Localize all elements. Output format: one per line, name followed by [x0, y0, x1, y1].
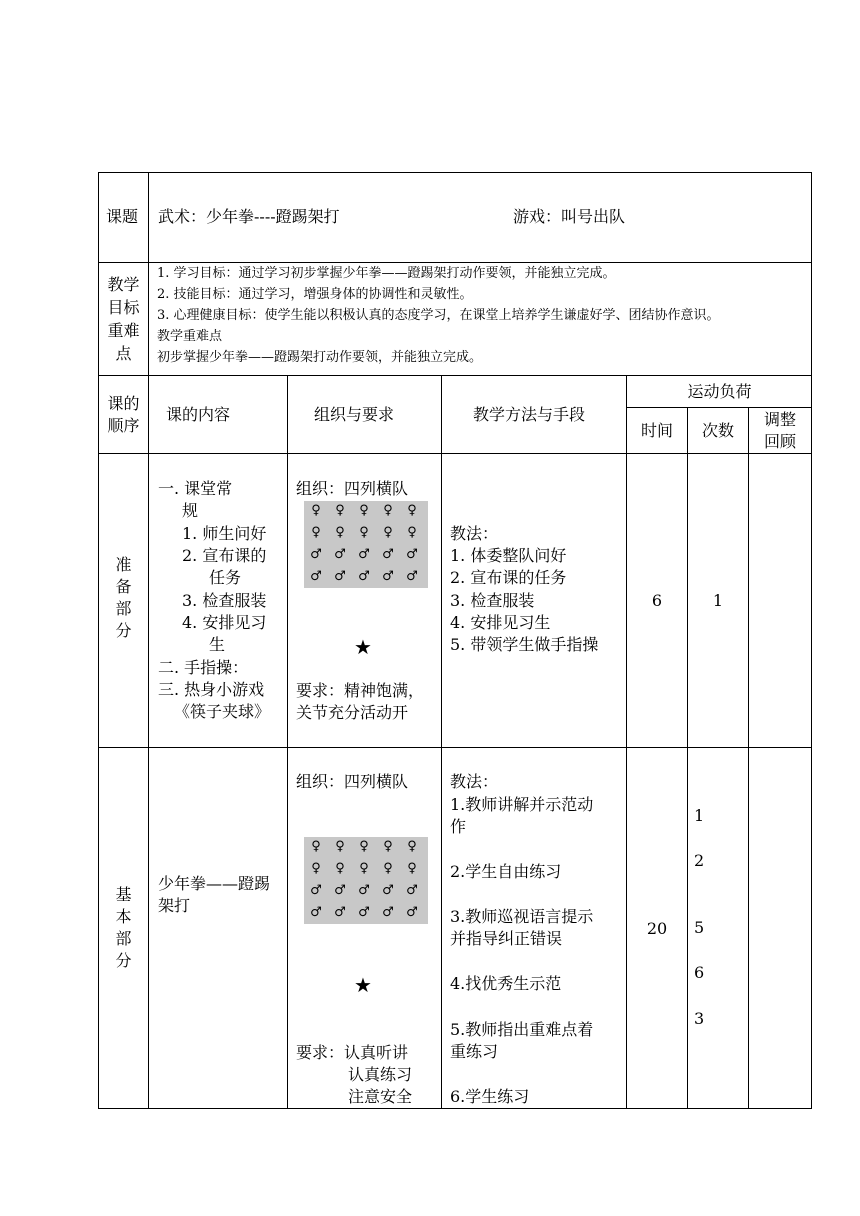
boy-icon: ♂	[334, 883, 346, 898]
table-border-bottom	[98, 1108, 812, 1109]
boy-icon: ♂	[382, 883, 394, 898]
basic-requirement-label: 要求：认真听讲	[296, 1043, 409, 1062]
prep-label-char: 部	[115, 599, 132, 618]
content-line: 一. 课堂常	[158, 479, 233, 498]
method-line: 6.学生练习	[450, 1087, 530, 1106]
teacher-star-icon: ★	[354, 635, 372, 659]
requirement-line: 关节充分活动开	[296, 703, 409, 722]
method-line: 2.学生自由练习	[450, 862, 562, 881]
boy-icon: ♂	[406, 883, 418, 898]
boy-icon: ♂	[358, 569, 370, 584]
header-order-line: 顺序	[107, 416, 140, 435]
content-line: 1. 师生问好	[182, 524, 267, 543]
table-border-right	[811, 172, 812, 1109]
header-load: 运动负荷	[687, 382, 752, 401]
girl-icon: ♀	[383, 861, 393, 876]
boy-icon: ♂	[358, 905, 370, 920]
girl-icon: ♀	[311, 861, 321, 876]
prep-label-char: 准	[115, 555, 132, 574]
method-line: 4. 安排见习生	[450, 613, 551, 632]
boy-icon: ♂	[334, 547, 346, 562]
teacher-star-icon: ★	[354, 973, 372, 997]
goal-line: 1. 学习目标：通过学习初步掌握少年拳——蹬踢架打动作要领，并能独立完成。	[157, 266, 616, 281]
basic-time: 20	[646, 919, 668, 938]
method-line: 教法：	[450, 772, 499, 791]
goals-label	[99, 273, 148, 365]
header-order-line: 课的	[107, 394, 140, 413]
method-line: 4.找优秀生示范	[450, 974, 562, 993]
count-value: 3	[694, 1009, 705, 1028]
table-divider	[441, 375, 442, 1109]
girl-icon: ♀	[311, 503, 321, 518]
prep-time: 6	[651, 591, 663, 610]
header-order	[99, 393, 148, 437]
basic-label-char: 分	[115, 951, 132, 970]
boy-icon: ♂	[382, 905, 394, 920]
lesson-topic: 武术：少年拳----蹬踢架打	[158, 207, 340, 226]
girl-icon: ♀	[407, 861, 417, 876]
header-review	[749, 409, 811, 453]
goal-line: 初步掌握少年拳——蹬踢架打动作要领，并能独立完成。	[157, 350, 483, 365]
goal-line: 教学重难点	[157, 329, 223, 344]
count-value: 6	[694, 963, 705, 982]
topic-label: 课题	[106, 207, 139, 226]
method-line: 重练习	[450, 1042, 499, 1061]
content-line: 规	[182, 501, 199, 520]
girl-icon: ♀	[335, 861, 345, 876]
method-line: 5.教师指出重难点着	[450, 1020, 594, 1039]
girl-icon: ♀	[311, 525, 321, 540]
basic-org-title: 组织：四列横队	[296, 772, 409, 791]
count-value: 2	[694, 851, 705, 870]
girl-icon: ♀	[359, 503, 369, 518]
goal-line: 3. 心理健康目标：使学生能以积极认真的态度学习，在课堂上培养学生谦虚好学、团结协作意识。	[157, 308, 720, 323]
content-line: 3. 检查服装	[182, 591, 267, 610]
boy-icon: ♂	[406, 569, 418, 584]
girl-icon: ♀	[335, 503, 345, 518]
goals-label-line: 重难	[107, 321, 140, 340]
girl-icon: ♀	[407, 839, 417, 854]
header-count: 次数	[701, 421, 734, 440]
basic-requirement-line: 认真练习	[348, 1065, 413, 1084]
header-methods: 教学方法与手段	[473, 405, 586, 424]
boy-icon: ♂	[382, 547, 394, 562]
basic-formation-grid	[304, 837, 428, 924]
girl-icon: ♀	[383, 525, 393, 540]
boy-icon: ♂	[334, 569, 346, 584]
prep-count: 1	[712, 591, 724, 610]
table-divider	[148, 172, 149, 1109]
header-time: 时间	[640, 421, 673, 440]
content-line: 少年拳——蹬踢	[158, 874, 271, 893]
boy-icon: ♂	[334, 905, 346, 920]
content-line: 2. 宣布课的	[182, 546, 267, 565]
content-line: 三. 热身小游戏	[158, 680, 265, 699]
content-line: 架打	[158, 896, 191, 915]
table-divider	[98, 375, 812, 376]
girl-icon: ♀	[335, 839, 345, 854]
girl-icon: ♀	[359, 861, 369, 876]
goals-label-line: 目标	[107, 298, 140, 317]
goals-label-line: 教学	[107, 275, 140, 294]
method-line: 3. 检查服装	[450, 591, 535, 610]
goal-line: 2. 技能目标：通过学习，增强身体的协调性和灵敏性。	[157, 287, 473, 302]
boy-icon: ♂	[406, 547, 418, 562]
method-line: 1.教师讲解并示范动	[450, 795, 594, 814]
goals-label-line: 点	[115, 344, 132, 363]
basic-requirement-line: 注意安全	[348, 1087, 413, 1106]
header-organization: 组织与要求	[314, 405, 395, 424]
table-divider	[98, 747, 812, 748]
table-border-top	[98, 172, 812, 173]
method-line: 1. 体委整队问好	[450, 546, 567, 565]
table-divider	[287, 375, 288, 1109]
girl-icon: ♀	[383, 839, 393, 854]
basic-label-char: 基	[115, 885, 132, 904]
method-line: 作	[450, 817, 467, 836]
goals-content	[157, 263, 720, 368]
requirement-line: 要求：精神饱满，	[296, 681, 425, 700]
prep-label-char: 备	[115, 577, 132, 596]
count-value: 1	[694, 806, 705, 825]
basic-label	[99, 884, 148, 972]
girl-icon: ♀	[335, 525, 345, 540]
content-line: 《筷子夹球》	[174, 702, 271, 721]
content-line: 生	[209, 635, 226, 654]
content-line: 二. 手指操：	[158, 658, 249, 677]
basic-label-char: 本	[115, 907, 132, 926]
header-content: 课的内容	[166, 405, 231, 424]
basic-content	[158, 873, 270, 917]
prep-org-title: 组织：四列横队	[296, 479, 409, 498]
table-divider	[98, 453, 812, 454]
prep-formation-grid	[304, 501, 428, 588]
girl-icon: ♀	[383, 503, 393, 518]
boy-icon: ♂	[406, 905, 418, 920]
prep-requirement	[296, 680, 424, 724]
girl-icon: ♀	[311, 839, 321, 854]
boy-icon: ♂	[382, 569, 394, 584]
lesson-game: 游戏：叫号出队	[513, 207, 626, 226]
table-divider	[687, 407, 688, 1109]
method-line: 3.教师巡视语言提示	[450, 907, 594, 926]
girl-icon: ♀	[407, 503, 417, 518]
table-divider	[626, 375, 627, 1109]
table-divider	[748, 407, 749, 1109]
content-line: 4. 安排见习	[182, 613, 267, 632]
basic-label-char: 部	[115, 929, 132, 948]
method-line: 教法：	[450, 524, 499, 543]
content-line: 任务	[209, 568, 242, 587]
boy-icon: ♂	[310, 905, 322, 920]
method-line: 5. 带领学生做手指操	[450, 635, 599, 654]
boy-icon: ♂	[310, 547, 322, 562]
method-line: 2. 宣布课的任务	[450, 568, 567, 587]
boy-icon: ♂	[310, 569, 322, 584]
prep-label-char: 分	[115, 621, 132, 640]
girl-icon: ♀	[359, 839, 369, 854]
header-review-line: 回顾	[763, 432, 796, 451]
table-divider	[626, 407, 812, 408]
boy-icon: ♂	[358, 547, 370, 562]
prep-label	[99, 554, 148, 642]
method-line: 并指导纠正错误	[450, 929, 563, 948]
girl-icon: ♀	[359, 525, 369, 540]
boy-icon: ♂	[358, 883, 370, 898]
header-review-line: 调整	[763, 410, 796, 429]
boy-icon: ♂	[310, 883, 322, 898]
girl-icon: ♀	[407, 525, 417, 540]
count-value: 5	[694, 918, 705, 937]
